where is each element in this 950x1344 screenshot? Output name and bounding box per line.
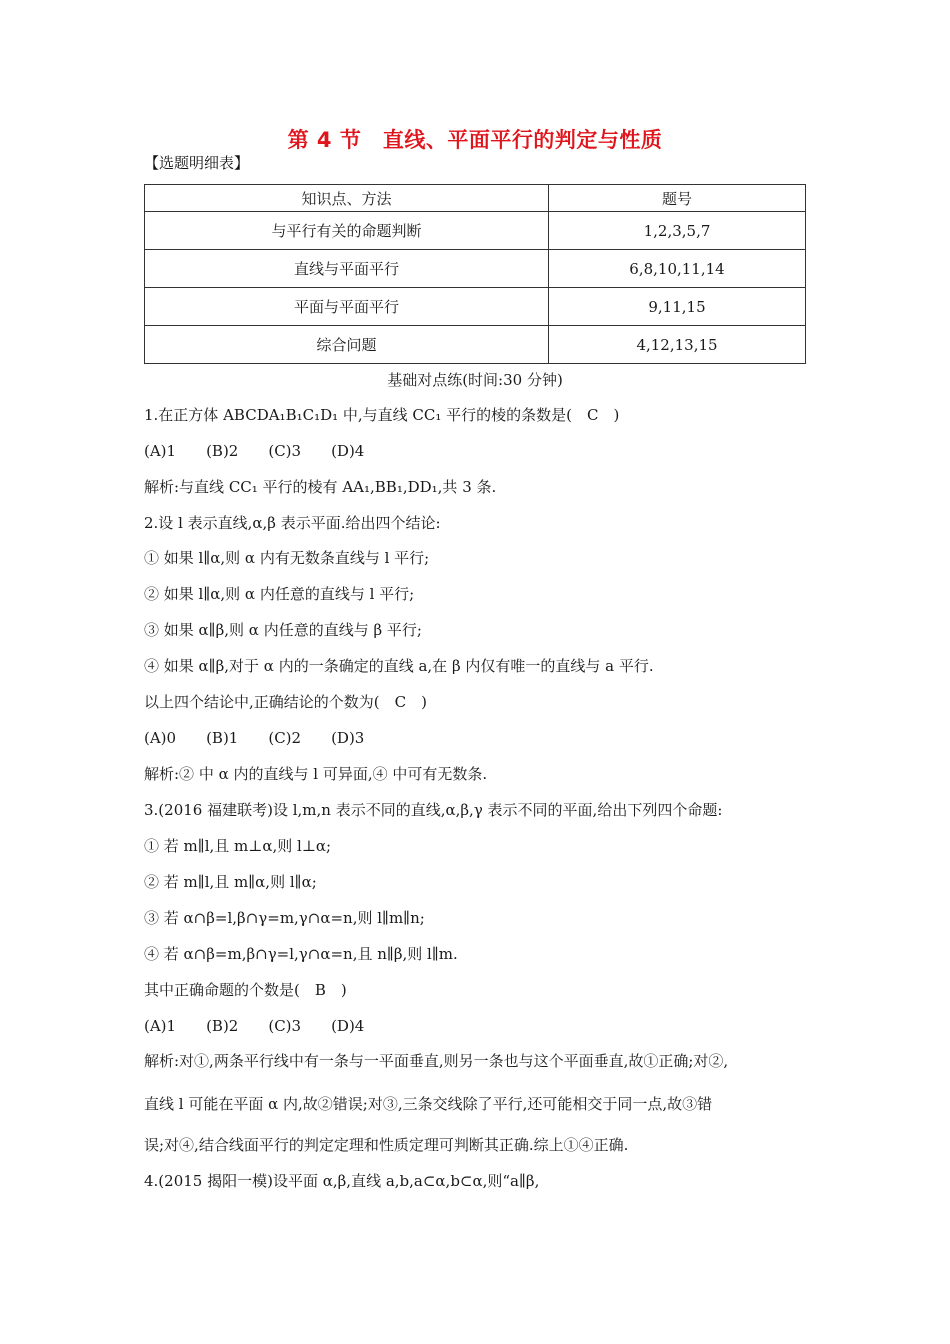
table-row: [145, 288, 806, 326]
table-cell-topic: 直线与平面平行: [145, 250, 549, 288]
text-line: (A)1 (B)2 (C)3 (D)4: [144, 1017, 365, 1035]
table-row: [145, 212, 806, 250]
text-line: (A)1 (B)2 (C)3 (D)4: [144, 442, 365, 460]
table-cell-numbers: 4,12,13,15: [549, 326, 806, 364]
text-line: ② 如果 l∥α,则 α 内任意的直线与 l 平行;: [144, 585, 415, 603]
text-line: ③ 如果 α∥β,则 α 内任意的直线与 β 平行;: [144, 621, 422, 639]
text-line: 解析:② 中 α 内的直线与 l 可异面,④ 中可有无数条.: [144, 765, 488, 783]
table-cell-numbers: 1,2,3,5,7: [549, 212, 806, 250]
text-line: 其中正确命题的个数是( B ): [144, 981, 347, 999]
table-cell-numbers: 9,11,15: [549, 288, 806, 326]
table-cell-topic: 平面与平面平行: [145, 288, 549, 326]
table-row: [145, 250, 806, 288]
text-line: 4.(2015 揭阳一模)设平面 α,β,直线 a,b,a⊂α,b⊂α,则“a∥β,: [144, 1172, 540, 1190]
text-line: 1.在正方体 ABCDA₁B₁C₁D₁ 中,与直线 CC₁ 平行的棱的条数是( C ): [144, 406, 620, 424]
table-row: [145, 326, 806, 364]
text-line: ④ 如果 α∥β,对于 α 内的一条确定的直线 a,在 β 内仅有唯一的直线与 a 平行.: [144, 657, 654, 675]
text-line: 3.(2016 福建联考)设 l,m,n 表示不同的直线,α,β,γ 表示不同的平面,给出下列四个命题:: [144, 801, 723, 819]
text-line: 2.设 l 表示直线,α,β 表示平面.给出四个结论:: [144, 514, 441, 532]
text-line: 以上四个结论中,正确结论的个数为( C ): [144, 693, 427, 711]
table-cell-topic: 与平行有关的命题判断: [145, 212, 549, 250]
practice-heading: 基础对点练(时间:30 分钟): [387, 371, 563, 389]
section-label: 【选题明细表】: [144, 154, 250, 172]
text-line: ③ 若 α∩β=l,β∩γ=m,γ∩α=n,则 l∥m∥n;: [144, 909, 425, 927]
text-line: ② 若 m∥l,且 m∥α,则 l∥α;: [144, 873, 317, 891]
table-cell-topic: 综合问题: [145, 326, 549, 364]
text-line: 误;对④,结合线面平行的判定定理和性质定理可判断其正确.综上①④正确.: [144, 1136, 629, 1154]
table-cell-numbers: 6,8,10,11,14: [549, 250, 806, 288]
text-line: ① 若 m∥l,且 m⊥α,则 l⊥α;: [144, 837, 332, 855]
text-line: 解析:与直线 CC₁ 平行的棱有 AA₁,BB₁,DD₁,共 3 条.: [144, 478, 497, 496]
table-header-row: [145, 185, 806, 212]
text-line: ① 如果 l∥α,则 α 内有无数条直线与 l 平行;: [144, 549, 430, 567]
text-line: 直线 l 可能在平面 α 内,故②错误;对③,三条交线除了平行,还可能相交于同一点,故③错: [144, 1095, 713, 1113]
table-header-numbers: 题号: [549, 185, 806, 212]
page-title: 第 4 节 直线、平面平行的判定与性质: [287, 128, 663, 152]
table-header-topic: 知识点、方法: [145, 185, 549, 212]
text-line: ④ 若 α∩β=m,β∩γ=l,γ∩α=n,且 n∥β,则 l∥m.: [144, 945, 458, 963]
topic-table: [144, 184, 806, 364]
text-line: 解析:对①,两条平行线中有一条与一平面垂直,则另一条也与这个平面垂直,故①正确;对②,: [144, 1052, 729, 1070]
text-line: (A)0 (B)1 (C)2 (D)3: [144, 729, 365, 747]
